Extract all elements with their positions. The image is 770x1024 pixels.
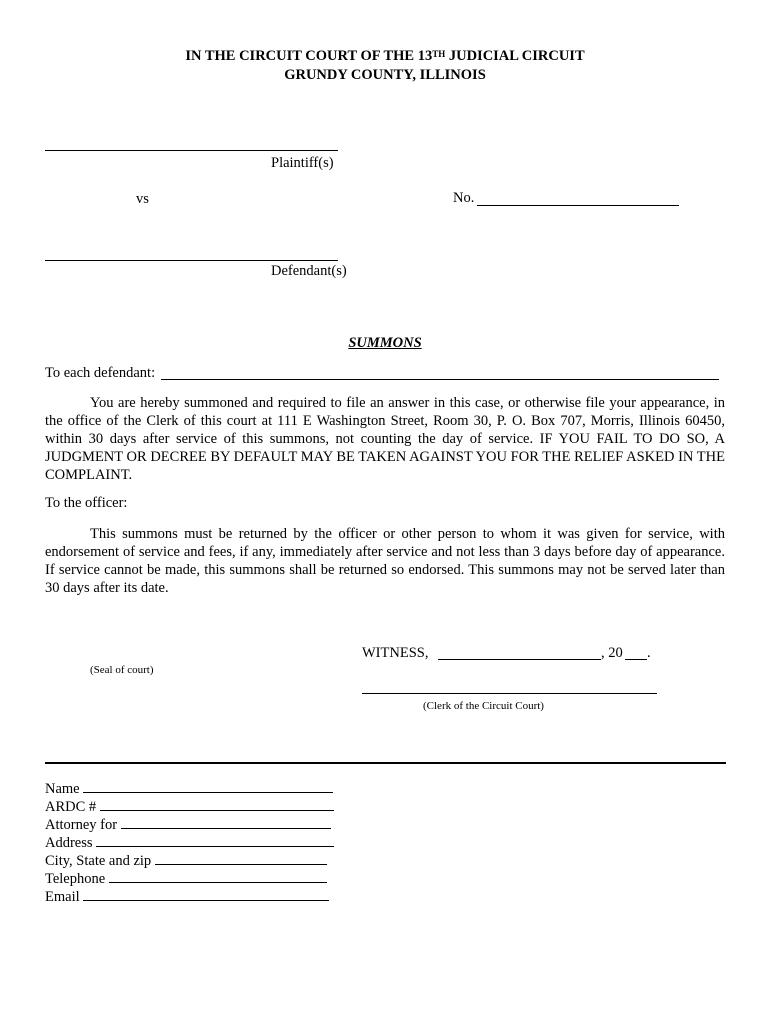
attorney-for-label: Attorney for	[45, 817, 118, 833]
attorney-name-field	[45, 778, 333, 796]
email-line[interactable]	[83, 886, 329, 901]
witness-date-line[interactable]	[438, 659, 601, 660]
plaintiff-name-line[interactable]	[45, 150, 338, 151]
county-title: GRUNDY COUNTY, ILLINOIS	[284, 67, 486, 83]
city-label: City, State and zip	[45, 853, 152, 869]
plaintiff-label: Plaintiff(s)	[271, 155, 334, 171]
case-number-label: No.	[453, 190, 475, 206]
to-defendant-label: To each defendant:	[45, 365, 156, 381]
to-officer-label: To the officer:	[45, 495, 128, 511]
telephone-field	[45, 868, 327, 886]
name-line[interactable]	[83, 778, 333, 793]
telephone-line[interactable]	[109, 868, 327, 883]
seal-of-court: (Seal of court)	[90, 664, 154, 676]
email-label: Email	[45, 889, 80, 905]
vs-label: vs	[136, 191, 149, 207]
summons-title: SUMMONS	[348, 335, 422, 351]
name-label: Name	[45, 781, 80, 797]
year-prefix: , 20	[601, 645, 623, 661]
address-field	[45, 832, 334, 850]
case-number-line[interactable]	[477, 205, 679, 206]
year-line[interactable]	[625, 659, 647, 660]
officer-paragraph: This summons must be returned by the officer or other person to whom it was given for service, with endorsement of service and fees, if any, immediately after service and not less than 3 days before day of appearance. If service cannot be made, this summons shall be returned so endorsed. This summons may not be served later than 30 days after its date.	[45, 526, 725, 596]
witness-label: WITNESS,	[362, 645, 429, 661]
ardc-field	[45, 796, 334, 814]
address-label: Address	[45, 835, 93, 851]
ardc-label: ARDC #	[45, 799, 97, 815]
court-title: IN THE CIRCUIT COURT OF THE 13TH JUDICIAL CIRCUIT	[185, 48, 585, 64]
attorney-for-field	[45, 814, 331, 832]
email-field	[45, 886, 329, 904]
defendant-line[interactable]	[161, 379, 719, 380]
ardc-line[interactable]	[100, 796, 334, 811]
clerk-signature-line[interactable]	[362, 693, 657, 694]
city-field	[45, 850, 327, 868]
clerk-label: (Clerk of the Circuit Court)	[423, 700, 544, 712]
address-line[interactable]	[96, 832, 334, 847]
defendant-name-line[interactable]	[45, 260, 338, 261]
year-suffix: .	[647, 645, 651, 661]
defendant-label: Defendant(s)	[271, 263, 347, 279]
summons-paragraph: You are hereby summoned and required to file an answer in this case, or otherwise file your appearance, in the office of the Clerk of this court at 111 E Washington Street, Room 30, P. O. Box 707, Morris, Illinois 60450, within 30 days after service of this summons, not counting the day of service. IF YOU FAIL TO DO SO, A JUDGMENT OR DECREE BY DEFAULT MAY BE TAKEN AGAINST YOU FOR THE RELIEF ASKED IN THE COMPLAINT.	[45, 395, 725, 483]
city-line[interactable]	[155, 850, 327, 865]
attorney-for-line[interactable]	[121, 814, 331, 829]
section-divider	[45, 762, 726, 764]
telephone-label: Telephone	[45, 871, 106, 887]
